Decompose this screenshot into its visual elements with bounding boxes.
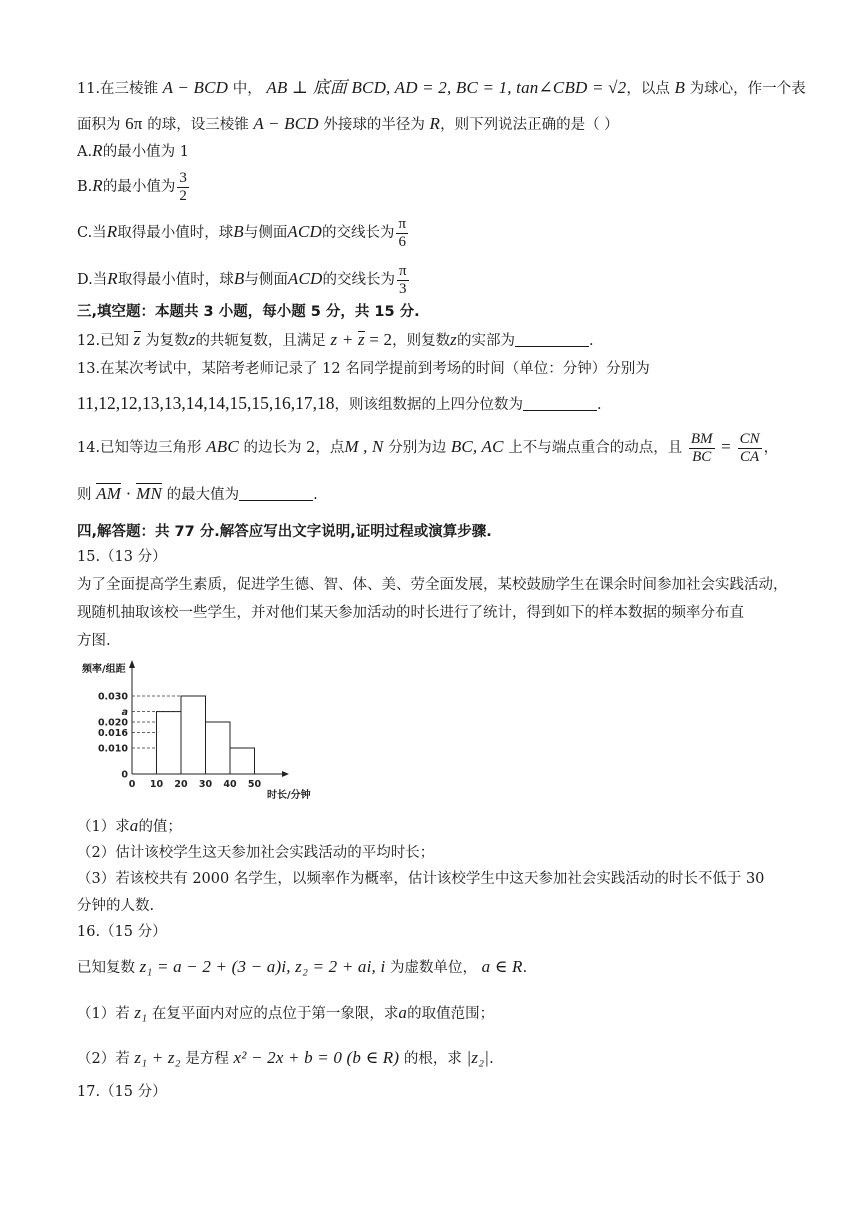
radius-r: R	[92, 141, 103, 160]
z-conjugate: z	[357, 330, 365, 349]
q13-data: 11,12,12,13,13,14,14,15,15,16,17,18	[77, 393, 335, 413]
var-a: a	[129, 816, 139, 835]
q15-text: （1）求	[77, 819, 130, 835]
x-tick-label: 20	[174, 779, 188, 790]
z-var: z	[450, 330, 457, 349]
q15-text: 的值；	[138, 819, 182, 835]
x-tick-label: 0	[128, 779, 136, 790]
frequency-histogram	[77, 658, 337, 804]
q14-text: ，	[763, 440, 779, 456]
tetra-name: A − BCD	[162, 78, 229, 97]
q17-heading: 17.（15 分）	[77, 1084, 167, 1100]
var-a: a	[398, 1003, 408, 1022]
option-label: A.	[77, 144, 93, 160]
z1: z₁	[134, 1003, 148, 1022]
q11-text: ，则下列说法正确的是（ ）	[440, 117, 619, 133]
q11-text: 面积为	[77, 117, 121, 133]
q16-sub-1	[77, 1003, 494, 1024]
y-tick-label: 0.016	[97, 727, 128, 739]
q11-text: 中，	[232, 81, 262, 97]
q15-para-2: 现随机抽取该校一些学生，并对他们某天参加活动的时长进行了统计，得到如下的样本数据的频率分布直	[77, 605, 744, 621]
fraction-num: 3	[179, 169, 187, 186]
q14-text: .	[313, 487, 318, 503]
x-tick-label: 40	[223, 779, 237, 790]
q11-line1	[77, 78, 806, 99]
fraction-num: π	[398, 215, 407, 232]
option-label: B.	[77, 179, 93, 195]
y-tick-label: 0.020	[97, 717, 128, 729]
answer-blank	[515, 332, 589, 347]
y-tick-label: a	[121, 707, 128, 719]
point-b: B	[674, 78, 686, 97]
section-3-heading: 三,填空题：本题共 3 小题，每小题 5 分，共 15 分.	[77, 304, 420, 320]
fraction-den: 2	[179, 187, 187, 204]
histogram-bar	[157, 712, 182, 774]
q15-sub-3-line2: 分钟的人数.	[77, 898, 155, 914]
option-label: D.当	[77, 272, 108, 288]
fraction	[397, 263, 409, 298]
fraction-num: π	[399, 262, 407, 279]
option-text: 的交线长为	[321, 225, 395, 241]
equation: z +	[330, 330, 358, 349]
q11-option-d	[77, 260, 411, 299]
q14-text: 分别为边	[388, 440, 447, 456]
q12-text: .	[588, 333, 594, 349]
q16-text: 的根，求	[403, 1051, 462, 1067]
q16-sub-2	[77, 1048, 494, 1069]
y-axis-label: 频率/组距	[82, 664, 126, 675]
q15-heading: 15.（13 分）	[77, 549, 167, 565]
y-tick-label: 0	[121, 769, 128, 781]
q11-stem: 11.在三棱锥	[77, 81, 159, 97]
fraction-num: CN	[739, 430, 760, 447]
option-label: C.当	[77, 225, 107, 241]
fraction-den: 3	[399, 280, 407, 297]
z1-plus-z2: z₁ + z₂	[134, 1048, 181, 1067]
fraction-bm-bc	[689, 431, 715, 466]
fraction-den: BC	[692, 448, 712, 465]
vector-mn: MN	[136, 484, 163, 503]
point-b: B	[233, 269, 245, 288]
fraction-num: BM	[690, 430, 713, 447]
q16-stem	[77, 957, 527, 978]
q11-text: 外接球的半径为	[323, 117, 425, 133]
q14-line2	[77, 484, 318, 505]
q14-text: 则	[77, 487, 92, 503]
q11-text: 为球心，作一个表	[689, 81, 806, 97]
q16-text: 在复平面内对应的点位于第一象限，求	[151, 1006, 399, 1022]
q15-sub-2: （2）估计该校学生这天参加社会实践活动的平均时长；	[77, 845, 435, 861]
x-tick-label: 50	[247, 779, 262, 790]
a-in-r: a ∈ R	[481, 957, 523, 976]
q16-text: 的取值范围；	[407, 1006, 495, 1022]
q13-text: .	[596, 397, 602, 413]
q16-text: 为虚数单位，	[390, 960, 477, 976]
answer-blank	[523, 396, 597, 411]
vector-am: AM	[96, 484, 122, 503]
q11-line2	[77, 114, 619, 135]
histogram-bar	[181, 696, 206, 774]
option-text: 与侧面	[243, 225, 288, 241]
q15-para-1: 为了全面提高学生素质，促进学生德、智、体、美、劳全面发展，某校鼓励学生在课余时间参加社会实践活动，	[77, 577, 788, 593]
q11-option-a	[77, 141, 189, 162]
triangle-abc: ABC	[206, 437, 239, 456]
fraction-den: 6	[398, 233, 407, 250]
radius-r: R	[429, 114, 441, 133]
radius-r: R	[106, 222, 118, 241]
q14-line1	[77, 426, 778, 469]
radius-r: R	[107, 269, 118, 288]
q13-line1: 13.在某次考试中，某陪考老师记录了 12 名同学提前到考场的时间（单位：分钟）分别为	[77, 361, 650, 377]
answer-blank	[239, 486, 313, 501]
option-text: 取得最小值时，球	[117, 225, 234, 241]
q12-text: 的共轭复数，且满足	[195, 333, 326, 349]
equals-sign: =	[721, 437, 731, 456]
histogram-bar	[230, 748, 255, 774]
q16-text: （2）若	[77, 1051, 130, 1067]
point-b: B	[233, 222, 244, 241]
q15-sub-1	[77, 816, 182, 837]
equation: = 2	[364, 330, 393, 349]
fraction	[396, 216, 408, 251]
x-axis-arrow	[282, 771, 289, 777]
fraction-den: CA	[739, 448, 760, 465]
z-var: z	[188, 330, 196, 349]
q16-text: 是方程	[185, 1051, 229, 1067]
option-text: 与侧面	[244, 272, 288, 288]
q16-text: .	[522, 960, 528, 976]
radius-r: R	[92, 176, 103, 195]
option-text: 的最小值为	[102, 179, 176, 195]
q11-text: 的球，设三棱锥	[147, 117, 249, 133]
q11-option-b	[77, 167, 191, 206]
x-tick-label: 30	[198, 779, 213, 790]
q14-text: 的边长为 2，点	[243, 440, 345, 456]
y-tick-label: 0.010	[97, 743, 128, 755]
points-mn: M , N	[344, 437, 384, 456]
x-axis-label: 时长/分钟	[267, 790, 311, 801]
face-acd: ACD	[287, 222, 322, 241]
q12-line	[77, 330, 594, 351]
q13-text: ，则该组数据的上四分位数为	[334, 397, 523, 413]
q11-option-c	[77, 213, 410, 252]
q12-text: 的实部为	[456, 333, 515, 349]
quadratic-equation: x² − 2x + b = 0 (b ∈ R)	[233, 1048, 400, 1067]
q15-para-3: 方图.	[77, 633, 111, 649]
sphere-area: 6π	[125, 114, 143, 133]
q16-text: .	[489, 1051, 494, 1067]
sides-bc-ac: BC, AC	[450, 437, 504, 456]
fraction	[177, 170, 189, 205]
section-4-heading: 四,解答题：共 77 分.解答应写出文字说明,证明过程或演算步骤.	[77, 524, 492, 540]
z-conjugate: z	[133, 330, 141, 349]
option-text: 的最小值为 1	[102, 144, 190, 160]
q13-line2	[77, 393, 602, 415]
y-tick-label: 0.030	[97, 691, 128, 703]
x-tick-label: 10	[149, 779, 164, 790]
q16-expression: z₁ = a − 2 + (3 − a)i, z₂ = 2 + ai, i	[139, 957, 386, 976]
face-acd: ACD	[287, 269, 323, 288]
histogram-bar	[206, 722, 231, 774]
q16-text: 已知复数	[77, 960, 135, 976]
q12-text: ，则复数	[392, 333, 451, 349]
q16-heading: 16.（15 分）	[77, 924, 167, 940]
option-text: 的交线长为	[322, 272, 396, 288]
q11-text: ，以点	[626, 81, 670, 97]
q14-text: 上不与端点重合的动点，且	[508, 440, 683, 456]
fraction-cn-ca	[738, 431, 762, 466]
abs-z2: |z₂|	[466, 1048, 490, 1067]
q15-sub-3-line1: （3）若该校共有 2000 名学生，以频率作为概率，估计该校学生中这天参加社会实践活动的时长不低于 30	[77, 871, 765, 887]
y-axis-arrow	[129, 660, 135, 668]
q14-text: 的最大值为	[166, 487, 240, 503]
option-text: 取得最小值时，球	[117, 272, 234, 288]
q11-condition: AB ⊥ 底面 BCD, AD = 2, BC = 1, tan∠CBD = √2	[266, 78, 627, 97]
dot-product: ·	[125, 484, 132, 503]
q16-text: （1）若	[77, 1006, 130, 1022]
q12-text: 为复数	[145, 333, 189, 349]
tetra-name: A − BCD	[253, 114, 319, 133]
q14-text: 14.已知等边三角形	[77, 440, 202, 456]
q12-text: 12.已知	[77, 333, 130, 349]
